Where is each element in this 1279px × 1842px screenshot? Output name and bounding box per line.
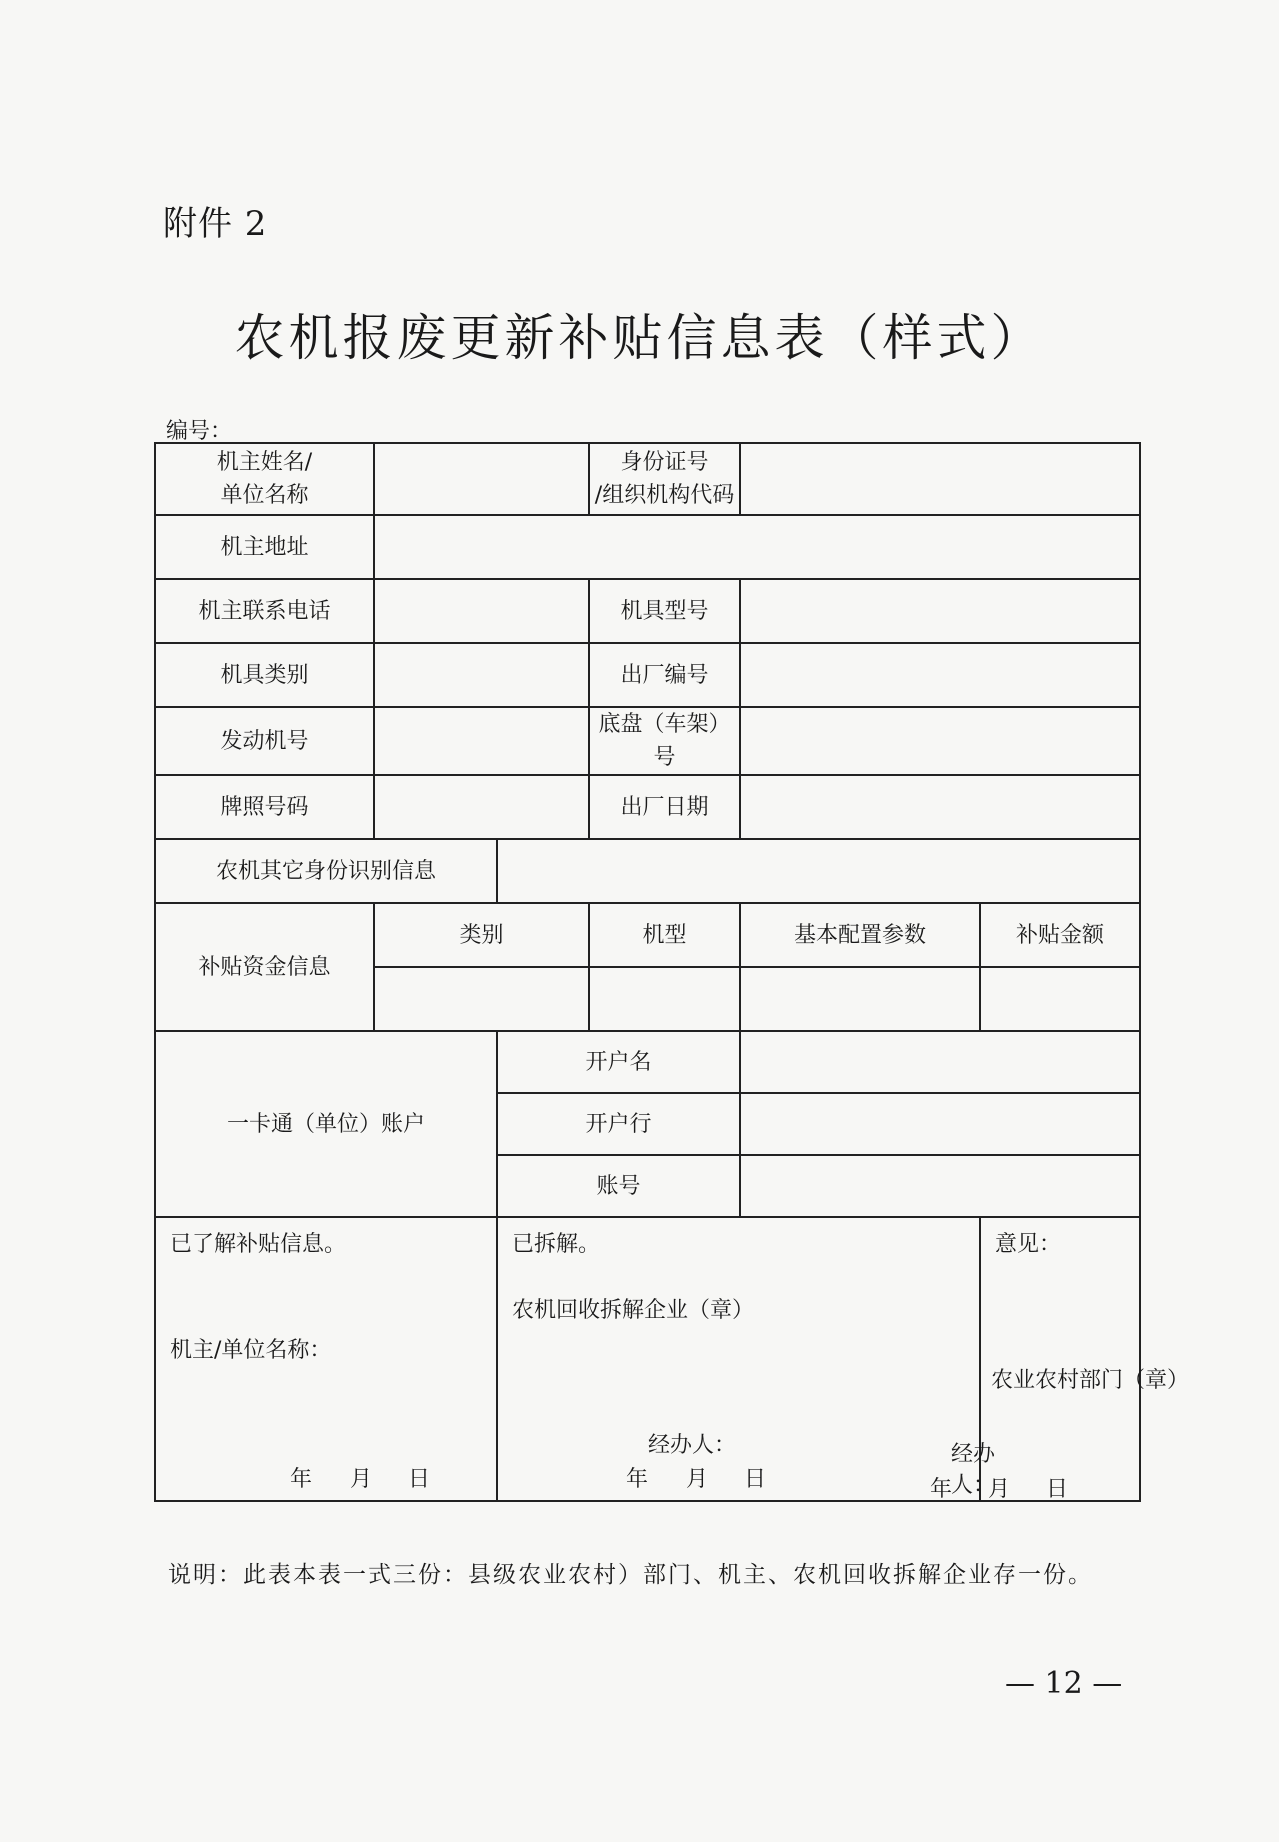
- chassis-number-label: 底盘（车架）号: [589, 707, 740, 775]
- account-number-field[interactable]: [740, 1155, 1140, 1217]
- account-label: 一卡通（单位）账户: [155, 1031, 497, 1217]
- subsidy-amount-header: 补贴金额: [980, 903, 1140, 967]
- owner-date-year: 年: [290, 1467, 313, 1492]
- subsidy-config-header: 基本配置参数: [740, 903, 980, 967]
- department-date-year: 年: [930, 1477, 953, 1502]
- engine-number-label: 发动机号: [155, 707, 374, 775]
- account-bank-field[interactable]: [740, 1093, 1140, 1155]
- enterprise-date-day: 日: [744, 1467, 767, 1492]
- subsidy-form-table: [154, 442, 1190, 1502]
- account-name-field[interactable]: [740, 1031, 1140, 1093]
- enterprise-handler-label: 经办人：: [648, 1433, 737, 1458]
- owner-signature-cell[interactable]: [155, 1217, 497, 1501]
- owner-name-field[interactable]: [374, 443, 589, 515]
- serial-number-label: 编号：: [166, 419, 233, 444]
- id-number-label: 身份证号 /组织机构代码: [589, 443, 740, 515]
- id-number-field[interactable]: [740, 443, 1140, 515]
- factory-number-field[interactable]: [740, 643, 1140, 707]
- owner-date-month: 月: [350, 1467, 373, 1492]
- owner-phone-field[interactable]: [374, 579, 589, 643]
- factory-date-label: 出厂日期: [589, 775, 740, 839]
- account-number-label: 账号: [497, 1155, 740, 1217]
- owner-address-field[interactable]: [374, 515, 1140, 579]
- subsidy-info-label: 补贴资金信息: [155, 903, 374, 1031]
- engine-number-field[interactable]: [374, 707, 589, 775]
- attachment-label: 附件 2: [163, 204, 268, 244]
- enterprise-date-year: 年: [626, 1467, 649, 1492]
- account-bank-label: 开户行: [497, 1093, 740, 1155]
- factory-number-label: 出厂编号: [589, 643, 740, 707]
- subsidy-category-header: 类别: [374, 903, 589, 967]
- department-date-month: 月: [988, 1477, 1011, 1502]
- machine-model-label: 机具型号: [589, 579, 740, 643]
- enterprise-signature-cell[interactable]: [497, 1217, 980, 1501]
- factory-date-field[interactable]: [740, 775, 1140, 839]
- machine-category-field[interactable]: [374, 643, 589, 707]
- enterprise-date-month: 月: [686, 1467, 709, 1492]
- chassis-number-field[interactable]: [740, 707, 1140, 775]
- subsidy-model-header: 机型: [589, 903, 740, 967]
- page-title: 农机报废更新补贴信息表（样式）: [234, 309, 1045, 367]
- department-stamp-label: 农业农村部门（章）: [991, 1368, 1190, 1393]
- other-id-info-field[interactable]: [497, 839, 1140, 903]
- department-handler-label: 经办人：: [951, 1442, 996, 1498]
- machine-model-field[interactable]: [740, 579, 1140, 643]
- plate-number-label: 牌照号码: [155, 775, 374, 839]
- owner-phone-label: 机主联系电话: [155, 579, 374, 643]
- owner-name-label: 机主姓名/ 单位名称: [155, 443, 374, 515]
- owner-date-day: 日: [408, 1467, 431, 1492]
- department-signature-cell[interactable]: [980, 1217, 1190, 1501]
- subsidy-config-field[interactable]: [740, 967, 980, 1031]
- subsidy-model-field[interactable]: [589, 967, 740, 1031]
- owner-ack-text: 已了解补贴信息。: [170, 1232, 347, 1257]
- owner-address-label: 机主地址: [155, 515, 374, 579]
- department-date-day: 日: [1046, 1477, 1069, 1502]
- enterprise-stamp-label: 农机回收拆解企业（章）: [512, 1298, 755, 1323]
- opinion-label: 意见：: [995, 1232, 1062, 1257]
- owner-name-signature-label: 机主/单位名称：: [170, 1338, 332, 1363]
- machine-category-label: 机具类别: [155, 643, 374, 707]
- other-id-info-label: 农机其它身份识别信息: [155, 839, 497, 903]
- subsidy-amount-field[interactable]: [980, 967, 1140, 1031]
- plate-number-field[interactable]: [374, 775, 589, 839]
- form-note: 说明：此表本表一式三份：县级农业农村）部门、机主、农机回收拆解企业存一份。: [168, 1562, 1093, 1588]
- page-number: — 12 —: [1005, 1666, 1123, 1701]
- subsidy-category-field[interactable]: [374, 967, 589, 1031]
- dismantled-text: 已拆解。: [512, 1232, 601, 1257]
- account-name-label: 开户名: [497, 1031, 740, 1093]
